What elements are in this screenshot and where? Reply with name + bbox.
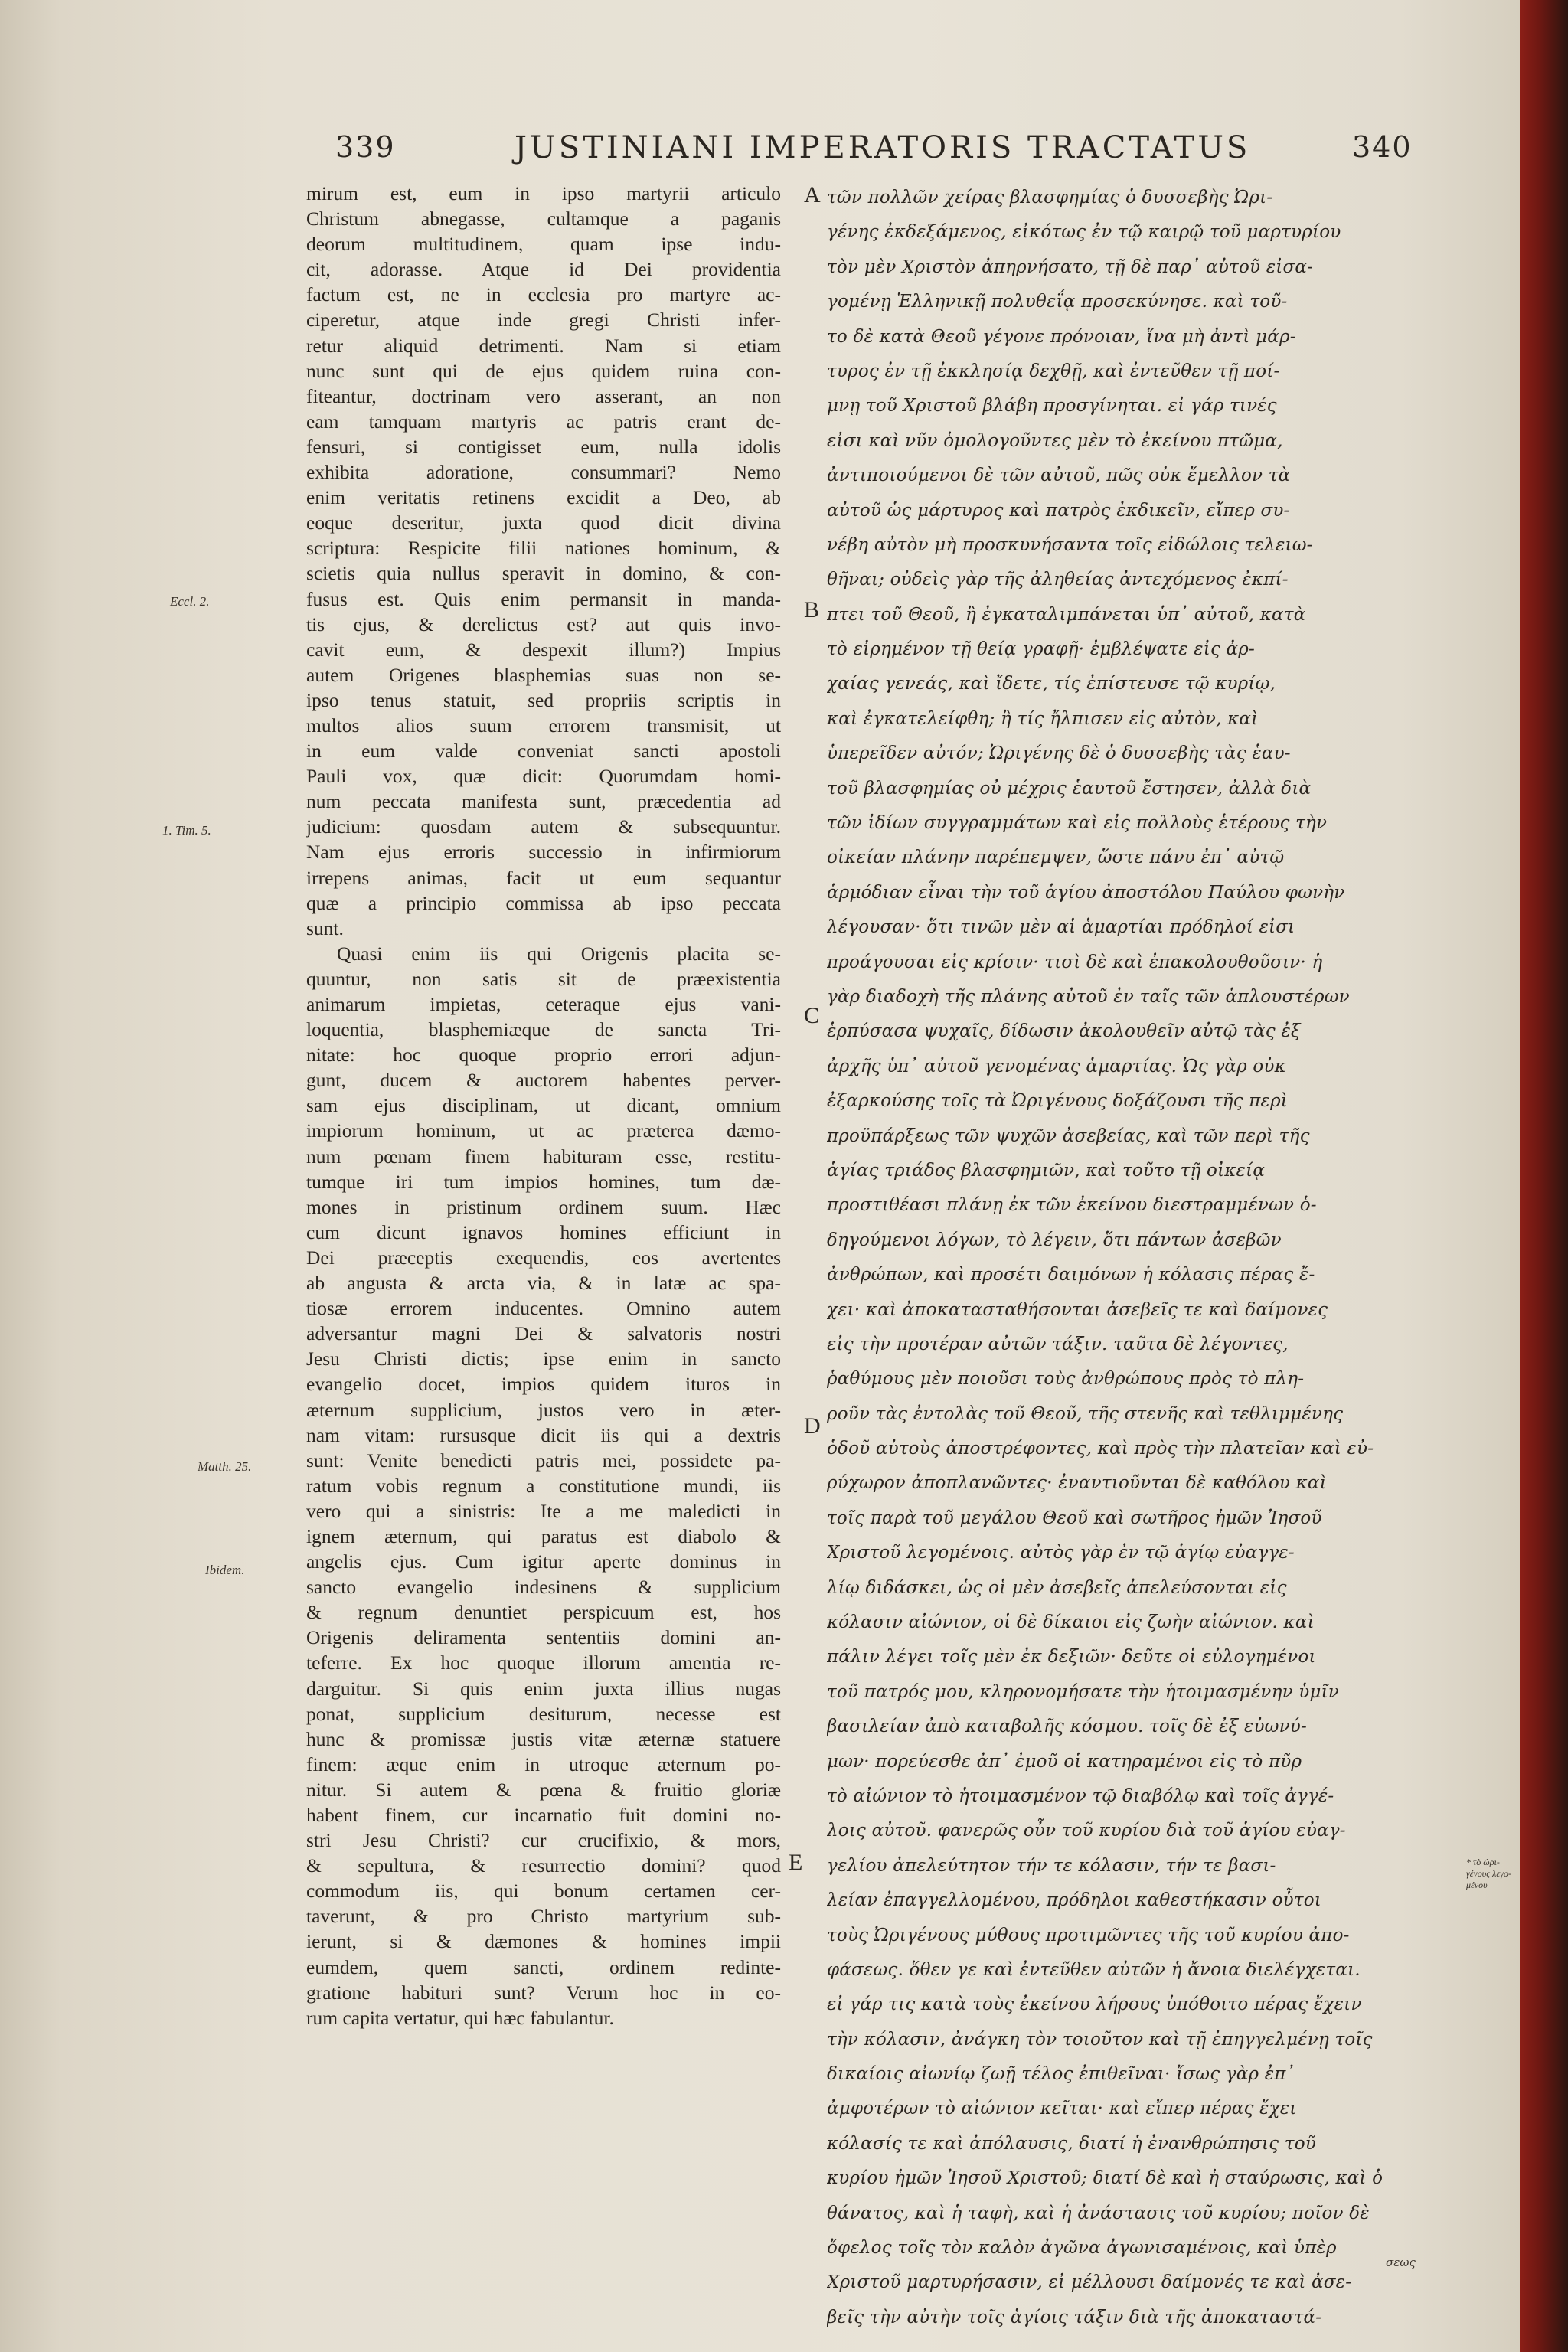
text-line: τὴν κόλασιν, ἀνάγκη τὸν τοιοῦτον καὶ τῇ ἐπηγγελμένῃ τοῖς [827, 2029, 1373, 2050]
text-line: & sepultura, & resurrectio domini? quod [306, 1854, 781, 1877]
text-line: cum dicunt ignavos homines efficiunt in [306, 1220, 781, 1243]
text-line: ὑπερεῖδεν αὐτόν; Ὠριγένης δὲ ὁ δυσσεβὴς τὰς ἑαυ- [827, 743, 1291, 764]
text-line: προϋπάρξεως τῶν ψυχῶν ἀσεβείας, καὶ τῶν περὶ τῆς [827, 1125, 1310, 1146]
text-line: ipso tenus statuit, sed propriis scriptis in [306, 688, 781, 711]
text-line: φάσεως. ὅθεν γε καὶ ἐντεῦθεν αὐτῶν ἡ ἄνοια διελέγχεται. [827, 1959, 1361, 1980]
text-line: nam vitam: rursusque dicit iis qui a dextris [306, 1423, 781, 1446]
text-line: Nam ejus erroris successio in infirmiorum [306, 841, 781, 864]
text-line: eoque deseritur, juxta quod dicit divina [306, 511, 781, 534]
text-line: nitate: hoc quoque proprio errori adjun- [306, 1044, 781, 1067]
page-number-left: 339 [335, 130, 396, 164]
text-line: εἰς τὴν προτέραν αὐτῶν τάξιν. ταῦτα δὲ λέγοντες, [827, 1334, 1289, 1354]
text-line: ἀνθρώπων, καὶ προσέτι δαιμόνων ἡ κόλασις πέρας ἔ- [827, 1265, 1315, 1285]
text-line: scriptura: Respicite filii nationes hominum, & [306, 537, 781, 560]
text-line: nunc sunt qui de ejus quidem ruina con- [306, 359, 781, 382]
text-line: sam ejus disciplinam, ut dicant, omnium [306, 1094, 781, 1117]
text-line: θῆναι; οὐδεὶς γὰρ τῆς ἀληθείας ἀντεχόμενος ἐκπί- [827, 570, 1289, 590]
text-line: τοῦ βλασφημίας οὐ μέχρις ἑαυτοῦ ἔστησεν, ἀλλὰ διὰ [827, 778, 1312, 799]
text-line: ratum vobis regnum a constitutione mundi, iis [306, 1474, 781, 1497]
text-line: τὸ αἰώνιον τὸ ἡτοιμασμένον τῷ διαβόλῳ καὶ τοῖς ἀγγέ- [827, 1785, 1334, 1806]
text-line: μων· πορεύεσθε ἀπ᾽ ἐμοῦ οἱ κατηραμένοι εἰς τὸ πῦρ [827, 1751, 1302, 1772]
text-line: teferre. Ex hoc quoque illorum amentia re- [306, 1651, 781, 1674]
text-line: gunt, ducem & auctorem habentes perver- [306, 1069, 781, 1092]
text-line: Jesu Christi dictis; ipse enim in sancto [306, 1348, 781, 1370]
text-line: κόλασίς τε καὶ ἀπόλαυσις, διατί ἡ ἐνανθρώπησις τοῦ [827, 2133, 1316, 2154]
section-marker: E [789, 1850, 803, 1875]
text-line: tiosæ errorem inducentes. Omnino autem [306, 1297, 781, 1320]
text-line: cavit eum, & despexit illum?) Impius [306, 638, 781, 661]
text-line: impiorum hominum, ut ac præterea dæmo- [306, 1119, 781, 1142]
text-line: βασιλείαν ἀπὸ καταβολῆς κόσμου. τοῖς δὲ ἐξ εὐωνύ- [827, 1717, 1307, 1737]
text-line: δικαίοις αἰωνίῳ ζωῇ τέλος ἐπιθεῖναι· ἴσως γὰρ ἐπ᾽ [827, 2064, 1295, 2085]
text-line: Χριστοῦ λεγομένοις. αὐτὸς γὰρ ἐν τῷ ἁγίῳ εὐαγγε- [827, 1543, 1295, 1563]
text-line: nitur. Si autem & pœna & fruitio gloriæ [306, 1778, 781, 1801]
text-line: δηγούμενοι λόγων, τὸ λέγειν, ὅτι πάντων ἀσεβῶν [827, 1230, 1282, 1250]
text-line: ab angusta & arcta via, & in latæ ac spa- [306, 1272, 781, 1295]
text-line: τὸν μὲν Χριστὸν ἀπηρνήσατο, τῇ δὲ παρ᾽ αὐτοῦ εἰσα- [827, 256, 1314, 277]
text-line: stri Jesu Christi? cur crucifixio, & mors, [306, 1829, 781, 1852]
section-marker: B [804, 597, 820, 622]
text-line: factum est, ne in ecclesia pro martyre ac- [306, 283, 781, 306]
text-line: γομένῃ Ἑλληνικῇ πολυθεΐᾳ προσεκύνησε. καὶ τοῦ- [827, 292, 1288, 312]
text-line: τυρος ἐν τῇ ἐκκλησίᾳ δεχθῇ, καὶ ἐντεῦθεν τῇ ποί- [827, 361, 1280, 381]
text-line: ignem æternum, qui paratus est diabolo & [306, 1524, 781, 1547]
text-line: το δὲ κατὰ Θεοῦ γέγονε πρόνοιαν, ἵνα μὴ ἀντὶ μάρ- [827, 326, 1296, 347]
text-line: λοις αὐτοῦ. φανερῶς οὖν τοῦ κυρίου διὰ τοῦ ἁγίου εὐαγ- [827, 1821, 1346, 1841]
text-line: rum capita vertatur, qui hæc fabulantur. [306, 2006, 614, 2029]
margin-note: 1. Tim. 5. [162, 823, 211, 838]
text-line: mones in pristinum ordinem suum. Hæc [306, 1195, 781, 1218]
text-line: cit, adorasse. Atque id Dei providentia [306, 258, 781, 281]
text-line: Origenis deliramenta sententiis domini an- [306, 1626, 781, 1649]
text-line: προστιθέασι πλάνῃ ἐκ τῶν ἐκείνου διεστραμμένων ὁ- [827, 1195, 1317, 1216]
text-line: autem Origenes blasphemias suas non se- [306, 663, 781, 686]
text-line: adversantur magni Dei & salvatoris nostri [306, 1322, 781, 1345]
text-line: κυρίου ἡμῶν Ἰησοῦ Χριστοῦ; διατί δὲ καὶ ἡ σταύρωσις, καὶ ὁ [827, 2168, 1383, 2189]
text-line: exhibita adoratione, consummari? Nemo [306, 461, 781, 484]
text-line: θάνατος, καὶ ἡ ταφὴ, καὶ ἡ ἀνάστασις τοῦ κυρίου; ποῖον δὲ [827, 2203, 1370, 2223]
text-line: fensuri, si contigisset eum, nulla idolis [306, 435, 781, 458]
text-line: τῶν ἰδίων συγγραμμάτων καὶ εἰς πολλοὺς ἑτέρους τὴν [827, 813, 1328, 834]
text-line: sunt: Venite benedicti patris mei, possidete pa- [306, 1449, 781, 1472]
running-title: JUSTINIANI IMPERATORIS TRACTATUS [514, 130, 1251, 165]
text-line: νέβη αὐτὸν μὴ προσκυνήσαντα τοῖς εἰδώλοις τελειω- [827, 534, 1313, 555]
text-line: multos alios suum errorem transmisit, ut [306, 714, 781, 737]
text-line: εἰ γάρ τις κατὰ τοὺς ἐκείνου λήρους ὑπόθοιτο πέρας ἔχειν [827, 1994, 1362, 2015]
latin-column [306, 181, 781, 2030]
text-line: finem: æque enim in utroque æternum po- [306, 1753, 781, 1775]
text-line: fusus est. Quis enim permansit in manda- [306, 587, 781, 610]
text-line: hunc & promissæ justis vitæ æternæ statuere [306, 1727, 781, 1750]
text-line: habent finem, cur incarnatio fuit domini no- [306, 1804, 781, 1826]
catchword: σεως [1386, 2256, 1416, 2269]
text-line: Χριστοῦ μαρτυρήσασιν, εἰ μέλλουσι δαίμονές τε καὶ ἀσε- [827, 2272, 1352, 2293]
text-line: ἐξαρκούσης τοῖς τὰ Ὠριγένους δοξάζουσι τῆς περὶ [827, 1091, 1289, 1112]
text-line: ὄφελος τοῖς τὸν καλὸν ἀγῶνα ἀγωνισαμένοις, καὶ ὑπὲρ [827, 2238, 1337, 2259]
text-line: ρύχωρον ἀποπλανῶντες· ἐναντιοῦνται δὲ καθόλου καὶ [827, 1473, 1327, 1494]
text-line: γένης ἐκδεξάμενος, εἰκότως ἐν τῷ καιρῷ τοῦ μαρτυρίου [827, 222, 1341, 243]
text-line: quuntur, non satis sit de præexistentia [306, 967, 781, 990]
text-line: χει· καὶ ἀποκατασταθήσονται ἀσεβεῖς τε καὶ δαίμονες [827, 1299, 1328, 1320]
text-line: μνῃ τοῦ Χριστοῦ βλάβη προσγίνηται. εἰ γάρ τινές [827, 396, 1277, 416]
text-line: ἑρπύσασα ψυχαῖς, δίδωσιν ἀκολουθεῖν αὐτῷ τὰς ἐξ [827, 1021, 1301, 1042]
text-line: æternum supplicium, justos vero in æter- [306, 1398, 781, 1421]
text-line: εἰσι καὶ νῦν ὁμολογοῦντες μὲν τὸ ἐκείνου πτῶμα, [827, 430, 1283, 451]
text-line: προάγουσαι εἰς κρίσιν· τισὶ δὲ καὶ ἐπακολουθοῦσιν· ἡ [827, 952, 1323, 972]
text-line: ἀμφοτέρων τὸ αἰώνιον κεῖται· καὶ εἴπερ πέρας ἔχει [827, 2099, 1297, 2119]
text-line: loquentia, blasphemiæque de sancta Tri- [306, 1018, 781, 1041]
text-line: gratione habituri sunt? Verum hoc in eo- [306, 1981, 781, 2004]
text-line: οἰκείαν πλάνην παρέπεμψεν, ὥστε πάνυ ἐπ᾽ αὐτῷ [827, 848, 1285, 868]
text-line: ἁρμόδιαν εἶναι τὴν τοῦ ἁγίου ἀποστόλου Παύλου φωνὴν [827, 882, 1345, 903]
text-line: mirum est, eum in ipso martyrii articulo [306, 182, 781, 204]
text-line: Quasi enim iis qui Origenis placita se- [337, 942, 781, 965]
text-line: ponat, supplicium desiturum, necesse est [306, 1702, 781, 1725]
text-line: sunt. [306, 916, 344, 939]
text-line: γελίου ἀπελεύτητον τήν τε κόλασιν, τήν τε βασι- [827, 1855, 1276, 1876]
text-line: κόλασιν αἰώνιον, οἱ δὲ δίκαιοι εἰς ζωὴν αἰώνιον. καὶ [827, 1612, 1315, 1633]
text-line: angelis ejus. Cum igitur aperte dominus in [306, 1550, 781, 1573]
text-line: animarum impietas, ceteraque ejus vani- [306, 993, 781, 1015]
margin-note: Eccl. 2. [170, 594, 210, 609]
text-line: τοὺς Ὠριγένους μύθους προτιμῶντες τῆς τοῦ κυρίου ἀπο- [827, 1925, 1350, 1945]
text-line: & regnum denuntiet perspicuum est, hos [306, 1601, 781, 1624]
text-line: ἁγίας τριάδος βλασφημιῶν, καὶ τοῦτο τῇ οἰκείᾳ [827, 1160, 1266, 1181]
text-line: irrepens animas, facit ut eum sequantur [306, 866, 781, 889]
text-line: evangelio docet, impios quidem ituros in [306, 1373, 781, 1396]
text-line: λέγουσαν· ὅτι τινῶν μὲν αἱ ἁμαρτίαι πρόδηλοί εἰσι [827, 917, 1295, 938]
page-number-right: 340 [1352, 130, 1413, 164]
book-edge [1520, 0, 1568, 2352]
text-line: sancto evangelio indesinens & supplicium [306, 1576, 781, 1599]
greek-column [827, 181, 1439, 2335]
text-line: βεῖς τὴν αὐτὴν τοῖς ἁγίοις τάξιν διὰ τῆς ἀποκαταστά- [827, 2307, 1322, 2328]
text-line: darguitur. Si quis enim juxta illius nugas [306, 1677, 781, 1700]
text-line: ὁδοῦ αὐτοὺς ἀποστρέφοντες, καὶ πρὸς τὴν πλατεῖαν καὶ εὐ- [827, 1439, 1374, 1459]
text-line: τῶν πολλῶν χείρας βλασφημίας ὁ δυσσεβὴς Ὠρι- [827, 188, 1273, 207]
text-line: in eum valde conveniat sancti apostoli [306, 740, 781, 763]
text-line: πτει τοῦ Θεοῦ, ἢ ἐγκαταλιμπάνεται ὑπ᾽ αὐτοῦ, κατὰ [827, 604, 1306, 625]
text-line: tumque iri tum impios homines, tum dæ- [306, 1170, 781, 1193]
text-line: scietis quia nullus speravit in domino, & con- [306, 562, 781, 585]
text-line: retur aliquid detrimenti. Nam si etiam [306, 334, 781, 357]
margin-note: Matth. 25. [198, 1459, 252, 1474]
text-line: καὶ ἐγκατελείφθη; ἢ τίς ἤλπισεν εἰς αὐτὸν, καὶ [827, 708, 1259, 729]
text-line: ἀρχῆς ὑπ᾽ αὐτοῦ γενομένας ἁμαρτίας. Ὡς γὰρ οὐκ [827, 1056, 1286, 1076]
section-marker: D [804, 1413, 821, 1439]
text-line: λείαν ἐπαγγελλομένου, πρόδηλοι καθεστήκασιν οὗτοι [827, 1890, 1322, 1911]
text-line: commodum iis, qui bonum certamen cer- [306, 1880, 781, 1903]
section-marker: A [804, 182, 821, 207]
text-line: ciperetur, atque inde gregi Christi infer- [306, 309, 781, 332]
text-line: Pauli vox, quæ dicit: Quorumdam homi- [306, 765, 781, 788]
text-line: num peccata manifesta sunt, præcedentia ad [306, 790, 781, 813]
margin-right-note: * τὸ ὠρι-γένους λεγο-μένου [1466, 1857, 1511, 1890]
text-line: tis ejus, & derelictus est? aut quis invo- [306, 612, 781, 635]
text-line: judicium: quosdam autem & subsequuntur. [306, 815, 781, 838]
text-line: ῥαθύμους μὲν ποιοῦσι τοὺς ἀνθρώπους πρὸς τὸ πλη- [827, 1369, 1305, 1390]
text-line: eumdem, quem sancti, ordinem redinte- [306, 1955, 781, 1978]
text-line: ροῦν τὰς ἐντολὰς τοῦ Θεοῦ, τῆς στενῆς καὶ τεθλιμμένης [827, 1403, 1344, 1424]
text-line: taverunt, & pro Christo martyrium sub- [306, 1905, 781, 1928]
text-line: ἀντιποιούμενοι δὲ τῶν αὐτοῦ, πῶς οὐκ ἔμελλον τὰ [827, 466, 1291, 486]
text-line: γὰρ διαδοχὴ τῆς πλάνης αὐτοῦ ἐν ταῖς τῶν ἁπλουστέρων [827, 986, 1350, 1007]
text-line: πάλιν λέγει τοῖς μὲν ἐκ δεξιῶν· δεῦτε οἱ εὐλογημένοι [827, 1647, 1316, 1668]
text-line: λίῳ διδάσκει, ὡς οἱ μὲν ἀσεβεῖς ἀπελεύσονται εἰς [827, 1577, 1287, 1598]
margin-note: Ibidem. [205, 1563, 245, 1577]
text-line: τοῦ πατρός μου, κληρονομήσατε τὴν ἡτοιμασμένην ὑμῖν [827, 1681, 1339, 1702]
text-line: τὸ εἰρημένον τῇ θείᾳ γραφῇ· ἐμβλέψατε εἰς ἀρ- [827, 639, 1255, 660]
text-line: num pœnam finem habituram esse, restitu- [306, 1145, 781, 1168]
text-line: Dei præceptis exequendis, eos avertentes [306, 1246, 781, 1269]
text-line: vero qui a sinistris: Ite a me maledicti in [306, 1499, 781, 1522]
text-line: Christum abnegasse, cultamque a paganis [306, 207, 781, 230]
text-line: τοῖς παρὰ τοῦ μεγάλου Θεοῦ καὶ σωτῆρος ἡμῶν Ἰησοῦ [827, 1508, 1322, 1528]
section-marker: C [804, 1003, 820, 1028]
text-line: αὐτοῦ ὡς μάρτυρος καὶ πατρὸς ἐκδικεῖν, εἴπερ συ- [827, 500, 1290, 521]
text-line: quæ a principio commissa ab ipso peccata [306, 891, 781, 914]
text-line: deorum multitudinem, quam ipse indu- [306, 233, 781, 256]
text-line: enim veritatis retinens excidit a Deo, ab [306, 486, 781, 509]
text-line: ierunt, si & dæmones & homines impii [306, 1930, 781, 1953]
text-line: fiteantur, doctrinam vero asserant, an non [306, 384, 781, 407]
text-line: eam tamquam martyris ac patris erant de- [306, 410, 781, 433]
text-line: χαίας γενεάς, καὶ ἴδετε, τίς ἐπίστευσε τῷ κυρίῳ, [827, 674, 1276, 694]
